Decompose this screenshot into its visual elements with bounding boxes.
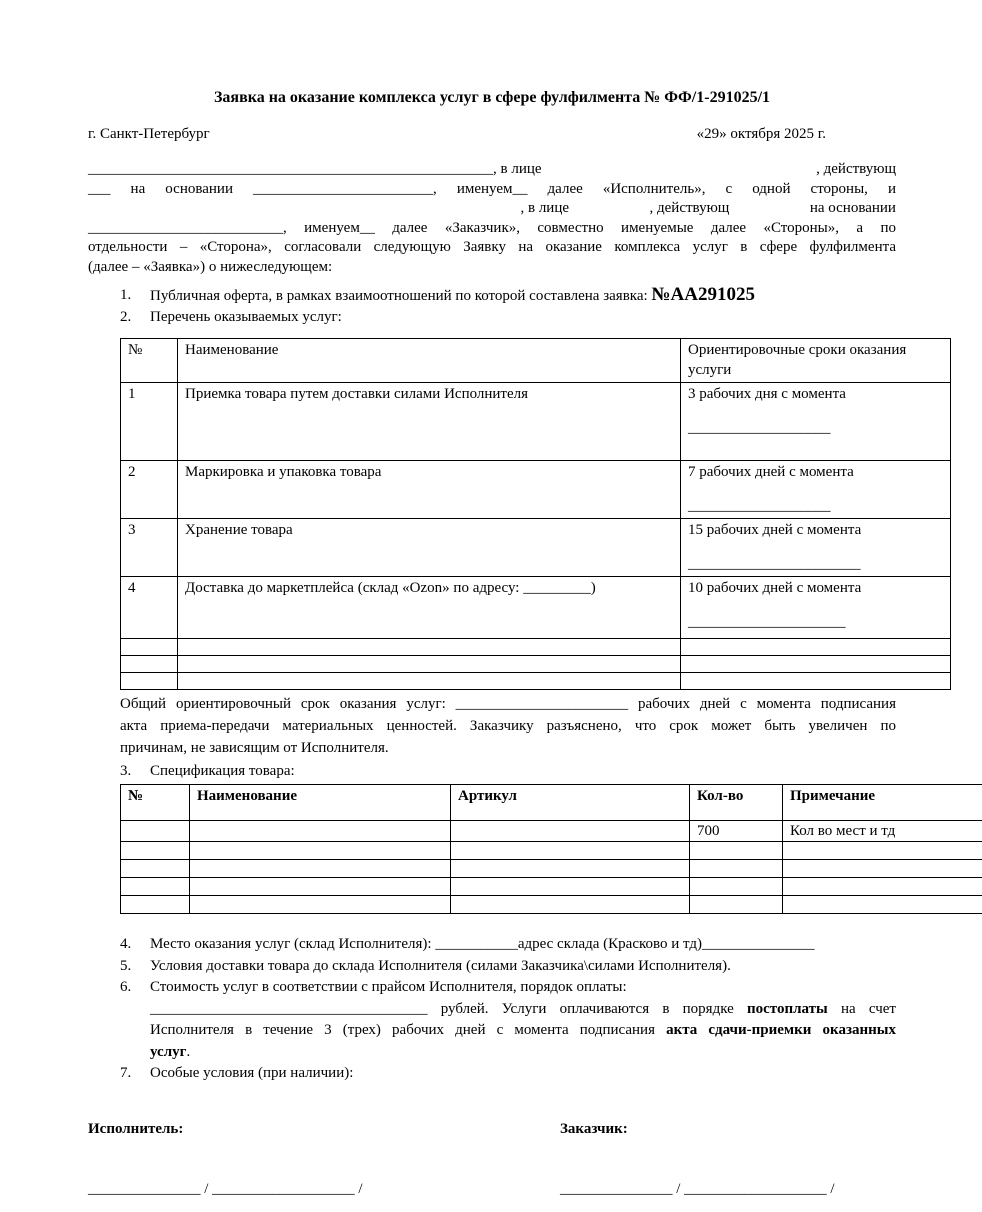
item-4-number: 4. [120,936,132,952]
services-header-name: Наименование [178,339,681,383]
item-2-number: 2. [120,309,132,325]
service-4-name: Доставка до маркетплейса (склад «Ozon» по адресу: _________) [178,577,681,639]
list-item-3 [88,761,896,782]
preamble-line-1-tail: , действующ [816,161,896,177]
empty-cell [783,878,982,896]
item-1-number: 1. [120,287,132,303]
item-3-text: Спецификация товара: [150,763,295,779]
table-row [121,383,951,461]
service-2-num: 2 [121,461,178,519]
acceptance-act-bold: акта сдачи-приемки оказанных [666,1022,896,1038]
services-header-num: № [121,339,178,383]
empty-cell [690,842,783,860]
item-1-text [150,285,896,307]
city-label: г. Санкт-Петербург [88,126,210,142]
table-row-empty [121,673,951,690]
table-row [121,519,951,577]
service-3-term-text: 15 рабочих дней с момента [688,522,862,538]
total-term-line-3: причинам, не зависящим от Исполнителя. [120,740,389,756]
preamble [88,160,896,277]
preamble-line-5: отдельности – «Сторона», согласовали следующую Заявку на оказание комплекса услуг в сфере фулфилмента [88,239,896,255]
executor-signature-line: _______________ / ___________________ / [88,1180,363,1197]
empty-cell [121,673,178,690]
spec-header-num: № [121,785,190,821]
service-1-num: 1 [121,383,178,461]
empty-cell [451,896,690,914]
service-1-term-text: 3 рабочих дня с момента [688,386,846,402]
empty-cell [121,639,178,656]
service-4-num: 4 [121,577,178,639]
empty-cell [190,896,451,914]
empty-cell [451,842,690,860]
services-header-term: Ориентировочные сроки оказания услуги [681,339,951,383]
list-item-4 [88,934,896,956]
spec-header-note: Примечание [783,785,982,821]
customer-name-gap [88,199,440,219]
preamble-line-2: ___ на основании ________________________, именуем__ далее «Исполнитель», с одной стороны, и [88,180,896,197]
table-row [121,577,951,639]
item-5-text: Условия доставки товара до склада Исполнителя (силами Заказчика\силами Исполнителя). [150,957,731,974]
empty-cell [681,673,951,690]
document-title: Заявка на оказание комплекса услуг в сфере фулфилмента № ФФ/1-291025/1 [213,89,771,106]
empty-cell [121,896,190,914]
empty-cell [681,639,951,656]
table-row-empty [121,860,982,878]
numbered-list-top [88,285,896,328]
empty-cell [690,860,783,878]
spec-header-article: Артикул [451,785,690,821]
service-2-term-text: 7 рабочих дней с момента [688,464,854,480]
item-6-cont-1-tail: на счет [827,1000,896,1017]
empty-cell [783,896,982,914]
service-2-term-blank: ___________________ [688,497,831,514]
item-3-number: 3. [120,763,132,779]
table-row-empty [121,842,982,860]
empty-cell [178,673,681,690]
signature-lines-row [88,1179,896,1199]
empty-cell [451,860,690,878]
empty-cell [121,860,190,878]
empty-cell [690,878,783,896]
city-date-row [88,124,896,144]
service-1-name: Приемка товара путем доставки силами Исполнителя [178,383,681,461]
preamble-line-6: (далее – «Заявка») о нижеследующем: [88,258,333,275]
preamble-line-1 [88,160,896,180]
service-3-name: Хранение товара [178,519,681,577]
item-6-cont-2-text: Исполнителя в течение 3 (трех) рабочих дней с момента подписания [150,1022,667,1038]
offer-number: №АА291025 [651,284,755,305]
item-6-cont-line-3 [150,1042,896,1064]
preamble-line-3 [88,199,896,219]
table-row [121,461,951,519]
spec-1-name [190,821,451,842]
services-table [120,338,951,690]
list-item-5 [88,956,896,978]
empty-cell [121,656,178,673]
numbered-list-bottom [88,934,896,1085]
item-4-text: Место оказания услуг (склад Исполнителя): ___________адрес склада (Красково и тд)_______________ [150,936,815,952]
table-row-empty [121,896,982,914]
period-after-bold: . [186,1043,191,1060]
spec-header-qty: Кол-во [690,785,783,821]
spec-1-qty: 700 [690,821,783,842]
empty-cell [681,656,951,673]
service-4-term [681,577,951,639]
date-label: «29» октября 2025 г. [696,126,826,142]
service-4-term-blank: _____________________ [688,613,846,630]
service-2-name: Маркировка и упаковка товара [178,461,681,519]
service-3-term [681,519,951,577]
empty-cell [190,860,451,878]
empty-cell [783,860,982,878]
list-item-7 [88,1063,896,1085]
empty-cell [783,842,982,860]
service-3-term-blank: _______________________ [688,555,861,572]
empty-cell [690,896,783,914]
list-item-6 [88,977,896,999]
empty-cell [190,842,451,860]
service-2-term [681,461,951,519]
total-term-line-1: Общий ориентировочный срок оказания услуг: _______________________ рабочих дней с момента подписания [120,696,896,712]
postpayment-bold: постоплаты [747,1000,828,1017]
preamble-line-3-c: на основании [809,200,896,216]
list-item-2 [88,307,896,328]
spec-table-header-row [121,785,982,821]
empty-cell [121,878,190,896]
services-table-header-row [121,339,951,383]
services-bold: услуг [150,1043,187,1060]
spec-1-num [121,821,190,842]
empty-cell [121,842,190,860]
item-7-text: Особые условия (при наличии): [150,1065,354,1081]
service-3-num: 3 [121,519,178,577]
item-7-number: 7. [120,1065,132,1081]
total-term-line-2: акта приема-передачи материальных ценностей. Заказчику разъяснено, что срок может быть увеличен по [120,718,896,734]
item-6-cont-line-1 [150,999,896,1021]
list-item-1 [88,285,896,307]
preamble-line-4: __________________________, именуем__ далее «Заказчик», совместно именуемые далее «Стороны», а по [88,219,896,236]
executor-name-blank: ______________________________________________________, в лице [88,161,542,177]
table-row-empty [121,656,951,673]
total-term-paragraph [120,693,896,759]
item-2-text: Перечень оказываемых услуг: [150,309,342,325]
table-row-empty [121,878,982,896]
spec-1-article [451,821,690,842]
signature-labels-row [88,1119,896,1139]
item-6-text: Стоимость услуг в соответствии с прайсом Исполнителя, порядок оплаты: [150,979,627,995]
item-5-number: 5. [120,957,132,974]
service-1-term-blank: ___________________ [688,419,831,436]
empty-cell [178,656,681,673]
table-row-empty [121,639,951,656]
customer-label: Заказчик: [560,1120,628,1137]
empty-cell [190,878,451,896]
empty-cell [178,639,681,656]
spec-row-1 [121,821,982,842]
customer-signature-line: _______________ / ___________________ / [560,1180,835,1197]
empty-cell [451,878,690,896]
spec-table [120,784,982,914]
preamble-line-3-a: , в лице [520,200,570,216]
payment-amount-blank: _____________________________________ рублей. Услуги оплачиваются в порядке [150,1000,747,1017]
offer-text: Публичная оферта, в рамках взаимоотношений по которой составлена заявка: [150,288,652,304]
item-6-number: 6. [120,979,132,995]
preamble-line-3-b: , действующ [649,200,730,216]
executor-label: Исполнитель: [88,1120,184,1137]
item-6-cont-line-2 [150,1020,896,1042]
spec-1-note: Кол во мест и тд [783,821,982,842]
service-4-term-text: 10 рабочих дней с момента [688,580,862,596]
spec-header-name: Наименование [190,785,451,821]
service-1-term [681,383,951,461]
